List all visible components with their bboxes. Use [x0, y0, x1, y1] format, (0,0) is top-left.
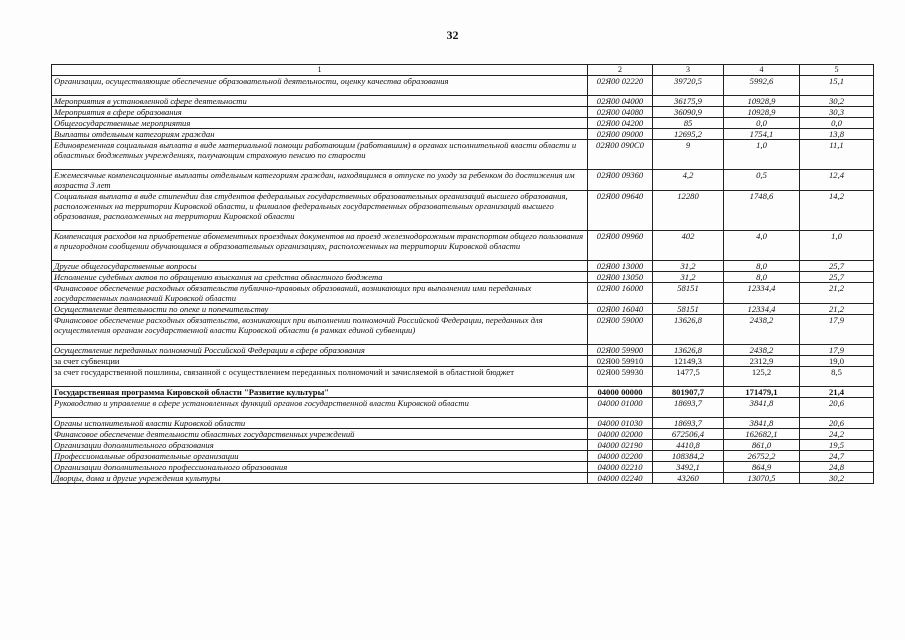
row-code-cell: 02Я00 04000	[588, 96, 653, 107]
row-percent-cell: 30,3	[800, 107, 874, 118]
row-actual-cell: 8,0	[724, 272, 800, 283]
row-name-cell: за счет государственной пошлины, связанной с осуществлением переданных полномочий и зачисляемой в областной бюджет	[52, 367, 588, 387]
row-actual-cell: 10928,9	[724, 96, 800, 107]
table-row	[52, 418, 874, 429]
row-plan-cell: 1477,5	[653, 367, 724, 387]
row-actual-cell: 12334,4	[724, 304, 800, 315]
row-name-cell: Социальная выплата в виде стипендии для студентов федеральных государственных образовательных организаций высшего образования, расположенных на территории Кировской области, и филиалов федеральных государственных образовательных организаций высшего образования, расположенных на территории Кировской области	[52, 191, 588, 231]
row-name-cell: Государственная программа Кировской области "Развитие культуры"	[52, 387, 588, 398]
row-actual-cell: 125,2	[724, 367, 800, 387]
row-percent-cell: 1,0	[800, 231, 874, 261]
row-name-cell: Профессиональные образовательные организации	[52, 451, 588, 462]
table-row	[52, 356, 874, 367]
row-actual-cell: 8,0	[724, 261, 800, 272]
table-row	[52, 429, 874, 440]
row-code-cell: 04000 01030	[588, 418, 653, 429]
row-name-cell: Мероприятия в сфере образования	[52, 107, 588, 118]
row-plan-cell: 12280	[653, 191, 724, 231]
table-row	[52, 272, 874, 283]
page-number: 32	[446, 28, 459, 42]
row-plan-cell: 58151	[653, 283, 724, 304]
row-percent-cell: 25,7	[800, 272, 874, 283]
row-code-cell: 04000 02200	[588, 451, 653, 462]
row-code-cell: 02Я00 59930	[588, 367, 653, 387]
row-name-cell: Финансовое обеспечение расходных обязательств публично-правовых образований, возникающих при выполнении ими переданных государственных полномочий Кировской области	[52, 283, 588, 304]
row-actual-cell: 2312,9	[724, 356, 800, 367]
row-plan-cell: 13626,8	[653, 315, 724, 345]
row-code-cell: 02Я00 59000	[588, 315, 653, 345]
row-code-cell: 02Я00 09360	[588, 170, 653, 191]
row-percent-cell: 25,7	[800, 261, 874, 272]
row-plan-cell: 18693,7	[653, 418, 724, 429]
row-plan-cell: 12149,3	[653, 356, 724, 367]
row-percent-cell: 8,5	[800, 367, 874, 387]
row-code-cell: 02Я00 09640	[588, 191, 653, 231]
row-name-cell: Осуществление переданных полномочий Российской Федерации в сфере образования	[52, 345, 588, 356]
row-code-cell: 02Я00 59900	[588, 345, 653, 356]
row-actual-cell: 1748,6	[724, 191, 800, 231]
row-percent-cell: 20,6	[800, 398, 874, 418]
row-plan-cell: 4,2	[653, 170, 724, 191]
header-cell: 5	[800, 65, 874, 76]
row-percent-cell: 13,8	[800, 129, 874, 140]
row-actual-cell: 26752,2	[724, 451, 800, 462]
row-code-cell: 02Я00 16000	[588, 283, 653, 304]
row-actual-cell: 864,9	[724, 462, 800, 473]
row-name-cell: Органы исполнительной власти Кировской области	[52, 418, 588, 429]
row-name-cell: Единовременная социальная выплата в виде материальной помощи работающим (работавшим) в органах исполнительной власти области и областных бюджетных учреждениях, получающим страховую пенсию по старости	[52, 140, 588, 170]
row-name-cell: Другие общегосударственные вопросы	[52, 261, 588, 272]
table-row	[52, 107, 874, 118]
row-name-cell: Финансовое обеспечение расходных обязательств, возникающих при выполнении полномочий Российской Федерации, переданных для осуществления органам государственной власти Кировской области (в рамках единой субвенции)	[52, 315, 588, 345]
row-name-cell: Исполнение судебных актов по обращению взыскания на средства областного бюджета	[52, 272, 588, 283]
table-row	[52, 315, 874, 345]
row-percent-cell: 20,6	[800, 418, 874, 429]
row-name-cell: Организации дополнительного профессионального образования	[52, 462, 588, 473]
row-code-cell: 04000 00000	[588, 387, 653, 398]
row-plan-cell: 4410,8	[653, 440, 724, 451]
table-row	[52, 129, 874, 140]
row-code-cell: 02Я00 04200	[588, 118, 653, 129]
row-actual-cell: 1,0	[724, 140, 800, 170]
budget-table	[51, 64, 874, 484]
table-row	[52, 473, 874, 484]
row-plan-cell: 31,2	[653, 261, 724, 272]
row-name-cell: Мероприятия в установленной сфере деятельности	[52, 96, 588, 107]
row-actual-cell: 12334,4	[724, 283, 800, 304]
row-plan-cell: 85	[653, 118, 724, 129]
row-plan-cell: 18693,7	[653, 398, 724, 418]
row-plan-cell: 39720,5	[653, 76, 724, 96]
row-plan-cell: 36175,9	[653, 96, 724, 107]
header-cell: 4	[724, 65, 800, 76]
row-plan-cell: 402	[653, 231, 724, 261]
row-code-cell: 02Я00 16040	[588, 304, 653, 315]
row-name-cell: Организации, осуществляющие обеспечение образовательной деятельности, оценку качества образования	[52, 76, 588, 96]
header-cell: 3	[653, 65, 724, 76]
row-percent-cell: 12,4	[800, 170, 874, 191]
row-percent-cell: 24,8	[800, 462, 874, 473]
row-actual-cell: 0,0	[724, 118, 800, 129]
row-plan-cell: 801907,7	[653, 387, 724, 398]
row-plan-cell: 58151	[653, 304, 724, 315]
row-plan-cell: 672506,4	[653, 429, 724, 440]
row-name-cell: Осуществление деятельности по опеке и попечительству	[52, 304, 588, 315]
table-row	[52, 398, 874, 418]
row-percent-cell: 19,0	[800, 356, 874, 367]
table-row	[52, 345, 874, 356]
row-name-cell: Организации дополнительного образования	[52, 440, 588, 451]
row-actual-cell: 162682,1	[724, 429, 800, 440]
row-code-cell: 02Я00 09960	[588, 231, 653, 261]
row-percent-cell: 17,9	[800, 315, 874, 345]
row-percent-cell: 24,7	[800, 451, 874, 462]
table-row	[52, 76, 874, 96]
table-row	[52, 304, 874, 315]
row-code-cell: 04000 02210	[588, 462, 653, 473]
row-actual-cell: 171479,1	[724, 387, 800, 398]
row-plan-cell: 43260	[653, 473, 724, 484]
table-row	[52, 191, 874, 231]
row-code-cell: 02Я00 090С0	[588, 140, 653, 170]
row-code-cell: 02Я00 04080	[588, 107, 653, 118]
row-plan-cell: 9	[653, 140, 724, 170]
row-code-cell: 04000 02000	[588, 429, 653, 440]
table-row	[52, 118, 874, 129]
row-name-cell: за счет субвенции	[52, 356, 588, 367]
row-percent-cell: 17,9	[800, 345, 874, 356]
row-name-cell: Выплаты отдельным категориям граждан	[52, 129, 588, 140]
row-percent-cell: 14,2	[800, 191, 874, 231]
row-percent-cell: 15,1	[800, 76, 874, 96]
row-code-cell: 02Я00 09000	[588, 129, 653, 140]
row-name-cell: Компенсация расходов на приобретение абонементных проездных документов на проезд железнодорожным транспортом общего пользования в пригородном сообщении обучающимся в образовательных организациях, расположенных на территории Кировской области	[52, 231, 588, 261]
table-row	[52, 283, 874, 304]
row-actual-cell: 0,5	[724, 170, 800, 191]
table-row	[52, 462, 874, 473]
row-name-cell: Общегосударственные мероприятия	[52, 118, 588, 129]
table-row	[52, 96, 874, 107]
table-row	[52, 367, 874, 387]
row-code-cell: 04000 01000	[588, 398, 653, 418]
row-actual-cell: 3841,8	[724, 418, 800, 429]
row-percent-cell: 30,2	[800, 96, 874, 107]
table-row	[52, 387, 874, 398]
row-name-cell: Руководство и управление в сфере установленных функций органов государственной власти Кировской области	[52, 398, 588, 418]
table-row	[52, 451, 874, 462]
table-row	[52, 170, 874, 191]
row-actual-cell: 2438,2	[724, 345, 800, 356]
row-actual-cell: 4,0	[724, 231, 800, 261]
row-percent-cell: 24,2	[800, 429, 874, 440]
row-percent-cell: 21,4	[800, 387, 874, 398]
row-percent-cell: 19,5	[800, 440, 874, 451]
row-name-cell: Дворцы, дома и другие учреждения культуры	[52, 473, 588, 484]
row-actual-cell: 13070,5	[724, 473, 800, 484]
row-code-cell: 02Я00 13000	[588, 261, 653, 272]
table-row	[52, 261, 874, 272]
row-percent-cell: 21,2	[800, 304, 874, 315]
row-actual-cell: 2438,2	[724, 315, 800, 345]
row-name-cell: Ежемесячные компенсационные выплаты отдельным категориям граждан, находящимся в отпуске по уходу за ребенком до достижения им возраста 3 лет	[52, 170, 588, 191]
row-actual-cell: 861,0	[724, 440, 800, 451]
row-percent-cell: 21,2	[800, 283, 874, 304]
row-percent-cell: 30,2	[800, 473, 874, 484]
row-plan-cell: 36090,9	[653, 107, 724, 118]
row-code-cell: 04000 02240	[588, 473, 653, 484]
row-plan-cell: 12695,2	[653, 129, 724, 140]
header-cell: 1	[52, 65, 588, 76]
row-plan-cell: 31,2	[653, 272, 724, 283]
row-code-cell: 04000 02190	[588, 440, 653, 451]
table-header-row	[52, 65, 874, 76]
row-actual-cell: 5992,6	[724, 76, 800, 96]
row-plan-cell: 13626,8	[653, 345, 724, 356]
row-actual-cell: 3841,8	[724, 398, 800, 418]
table-row	[52, 231, 874, 261]
row-actual-cell: 10928,9	[724, 107, 800, 118]
row-code-cell: 02Я00 02220	[588, 76, 653, 96]
header-cell: 2	[588, 65, 653, 76]
row-percent-cell: 0,0	[800, 118, 874, 129]
row-code-cell: 02Я00 13050	[588, 272, 653, 283]
row-plan-cell: 3492,1	[653, 462, 724, 473]
row-percent-cell: 11,1	[800, 140, 874, 170]
row-plan-cell: 108384,2	[653, 451, 724, 462]
table-row	[52, 140, 874, 170]
row-actual-cell: 1754,1	[724, 129, 800, 140]
row-name-cell: Финансовое обеспечение деятельности областных государственных учреждений	[52, 429, 588, 440]
row-code-cell: 02Я00 59910	[588, 356, 653, 367]
table-row	[52, 440, 874, 451]
